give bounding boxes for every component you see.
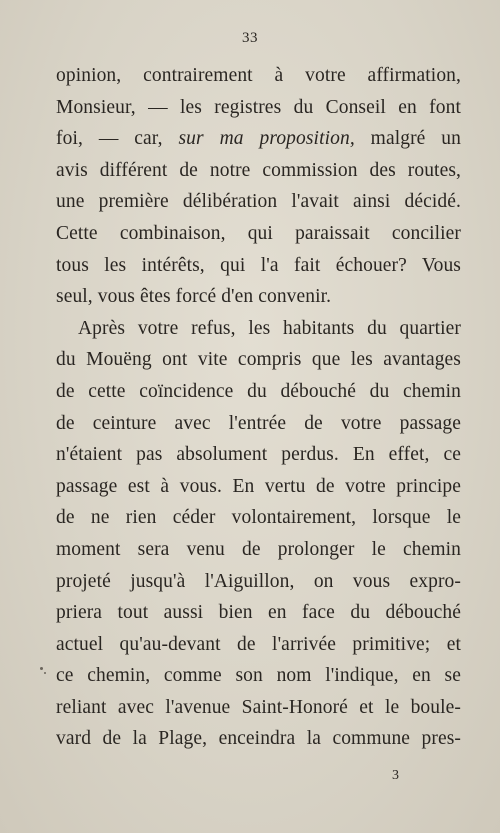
text-line	[56, 534, 461, 566]
line-text: ce chemin, comme son nom l'indique, en se	[56, 665, 461, 687]
text-line	[56, 123, 461, 155]
italic-text: sur ma proposition,	[178, 128, 355, 150]
line-text: projeté jusqu'à l'Aiguillon, on vous expro-	[56, 570, 461, 592]
line-text: Après votre refus, les habitants du quartier	[78, 317, 461, 339]
text-line	[56, 344, 461, 376]
signature-mark: 3	[392, 768, 399, 783]
line-text: de cette coïncidence du débouché du chemin	[56, 380, 461, 402]
text-line	[56, 281, 461, 313]
line-text: du Mouëng ont vite compris que les avantages	[56, 349, 461, 371]
text-line	[56, 92, 461, 124]
text-line	[56, 502, 461, 534]
line-text: Monsieur, — les registres du Conseil en font	[56, 96, 461, 118]
text-line	[56, 313, 461, 345]
ink-blot	[44, 672, 46, 674]
page-number: 33	[242, 30, 258, 46]
text-line	[56, 660, 461, 692]
line-text: vard de la Plage, enceindra la commune pres-	[56, 728, 461, 750]
text-line	[56, 723, 461, 755]
text-line	[56, 250, 461, 282]
line-text: Cette combinaison, qui paraissait concilier	[56, 222, 461, 244]
line-text: passage est à vous. En vertu de votre principe	[56, 475, 461, 497]
body-text	[56, 60, 461, 755]
line-text: priera tout aussi bien en face du débouché	[56, 602, 461, 624]
text-line	[56, 60, 461, 92]
line-text: seul, vous êtes forcé d'en convenir.	[56, 286, 332, 308]
text-line	[56, 155, 461, 187]
text-line	[56, 629, 461, 661]
text-line	[56, 439, 461, 471]
text-line	[56, 692, 461, 724]
ink-blot	[40, 667, 43, 670]
text-line	[56, 566, 461, 598]
text-line	[56, 376, 461, 408]
line-text: avis différent de notre commission des routes,	[56, 159, 461, 181]
text-line	[56, 471, 461, 503]
line-text: actuel qu'au-devant de l'arrivée primitive; et	[56, 633, 461, 655]
line-text: reliant avec l'avenue Saint-Honoré et le boule-	[56, 696, 461, 718]
line-text: malgré un	[354, 128, 461, 150]
text-line	[56, 408, 461, 440]
line-text: foi, — car,	[56, 128, 179, 150]
line-text: n'étaient pas absolument perdus. En effet, ce	[56, 444, 461, 466]
text-line	[56, 597, 461, 629]
line-text: moment sera venu de prolonger le chemin	[56, 538, 461, 560]
line-text: tous les intérêts, qui l'a fait échouer? Vous	[56, 254, 461, 276]
line-text: opinion, contrairement à votre affirmation,	[56, 65, 461, 86]
text-line	[56, 218, 461, 250]
text-line	[56, 186, 461, 218]
line-text: une première délibération l'avait ainsi décidé.	[56, 191, 461, 213]
line-text: de ceinture avec l'entrée de votre passage	[56, 412, 461, 434]
line-text: de ne rien céder volontairement, lorsque le	[56, 507, 461, 529]
